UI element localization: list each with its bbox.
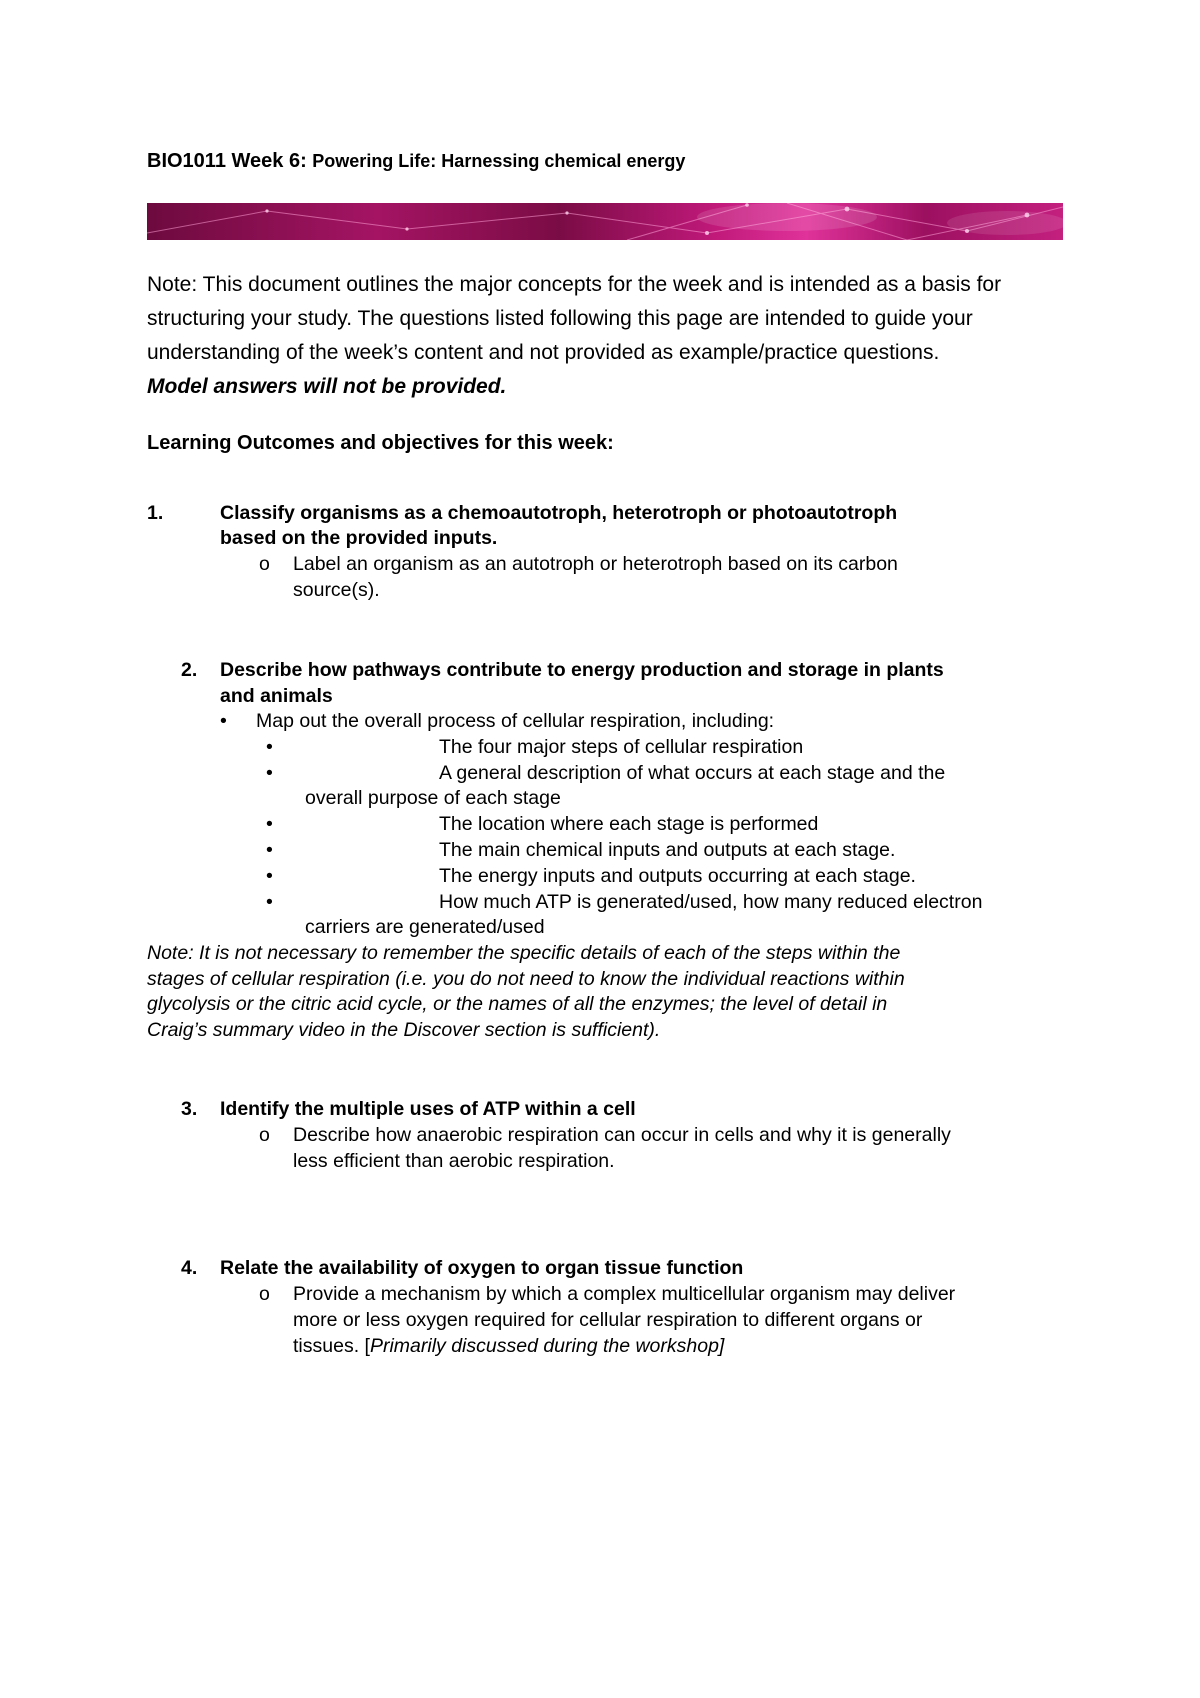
list-item-continuation: overall purpose of each stage xyxy=(305,787,561,809)
bullet-icon: • xyxy=(220,710,227,732)
model-answers-notice: Model answers will not be provided. xyxy=(147,375,507,398)
course-code: BIO1011 Week 6: xyxy=(147,150,307,172)
outcome-title-line: based on the provided inputs. xyxy=(220,527,498,549)
outcome-title-line: and animals xyxy=(220,685,333,707)
detail-note-line: glycolysis or the citric acid cycle, or the names of all the enzymes; the level of detail in xyxy=(147,993,888,1015)
bullet-icon: • xyxy=(266,865,273,887)
circle-bullet-icon: o xyxy=(259,1124,270,1146)
bullet-icon: • xyxy=(266,891,273,913)
objective-text: Label an organism as an autotroph or heterotroph based on its carbon xyxy=(293,553,898,575)
list-item: The four major steps of cellular respiration xyxy=(439,736,804,758)
detail-note-line: Note: It is not necessary to remember the specific details of each of the steps within the xyxy=(147,942,901,964)
study-note xyxy=(147,268,1077,404)
list-item: How much ATP is generated/used, how many reduced electron xyxy=(439,891,983,913)
workshop-remark: Primarily discussed during the workshop] xyxy=(369,1335,725,1357)
circle-bullet-icon: o xyxy=(259,553,270,575)
list-item: A general description of what occurs at each stage and the xyxy=(439,762,946,784)
objective-text xyxy=(293,1333,724,1359)
page-title xyxy=(147,150,685,173)
outcome-number: 1. xyxy=(147,502,164,524)
learning-outcomes-heading: Learning Outcomes and objectives for this week: xyxy=(147,432,614,454)
outcome-title-line: Identify the multiple uses of ATP within a cell xyxy=(220,1098,636,1120)
objective-text: Describe how anaerobic respiration can occur in cells and why it is generally xyxy=(293,1124,951,1146)
bullet-icon: • xyxy=(266,762,273,784)
objective-text: more or less oxygen required for cellular respiration to different organs or xyxy=(293,1309,923,1331)
list-item-continuation: carriers are generated/used xyxy=(305,916,545,938)
circle-bullet-icon: o xyxy=(259,1283,270,1305)
week-subtitle: Powering Life: Harnessing chemical energy xyxy=(312,151,686,171)
detail-note-line: Craig’s summary video in the Discover section is sufficient). xyxy=(147,1019,661,1041)
objective-text: less efficient than aerobic respiration. xyxy=(293,1150,615,1172)
bullet-icon: • xyxy=(266,813,273,835)
detail-note-line: stages of cellular respiration (i.e. you do not need to know the individual reactions within xyxy=(147,968,905,990)
decorative-banner xyxy=(147,203,1063,240)
objective-text: Provide a mechanism by which a complex multicellular organism may deliver xyxy=(293,1283,956,1305)
outcome-title-line: Classify organisms as a chemoautotroph, heterotroph or photoautotroph xyxy=(220,502,898,524)
outcome-title-line: Relate the availability of oxygen to organ tissue function xyxy=(220,1257,744,1279)
outcome-number: 4. xyxy=(181,1257,198,1279)
banner-network-graphic xyxy=(147,203,1063,240)
objective-text-plain: tissues. [ xyxy=(293,1335,370,1357)
list-item: The location where each stage is performed xyxy=(439,813,819,835)
bullet-icon: • xyxy=(266,839,273,861)
list-item: The main chemical inputs and outputs at each stage. xyxy=(439,839,896,861)
bullet-icon: • xyxy=(266,736,273,758)
outcome-number: 2. xyxy=(181,659,198,681)
list-item: The energy inputs and outputs occurring at each stage. xyxy=(439,865,916,887)
note-text: Note: This document outlines the major concepts for the week and is intended as a basis for structuring your study. The questions listed following this page are intended to guide your understanding of the week’s content and not provided as example/practice questions. xyxy=(147,273,1002,364)
outcome-number: 3. xyxy=(181,1098,198,1120)
objective-text: source(s). xyxy=(293,579,380,601)
objective-text: Map out the overall process of cellular respiration, including: xyxy=(256,710,775,732)
outcome-title-line: Describe how pathways contribute to energy production and storage in plants xyxy=(220,659,944,681)
